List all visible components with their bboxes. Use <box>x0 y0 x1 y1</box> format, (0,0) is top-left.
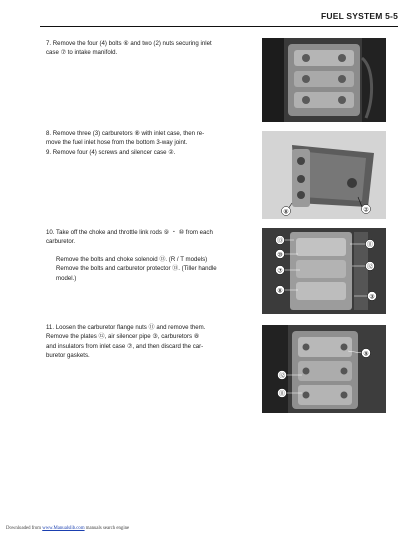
manualslib-link[interactable]: www.Manualslib.com <box>42 526 85 531</box>
step-line: buretor gaskets. <box>46 352 90 360</box>
step-subline: Remove the bolts and choke solenoid ⑬. (R / T models) <box>56 255 208 263</box>
callout-label: ⑬ <box>276 237 284 245</box>
download-footer <box>6 526 129 531</box>
callout-label: ⑦ <box>277 267 283 275</box>
photo-silencer-case <box>262 131 386 219</box>
step-7 <box>46 40 246 59</box>
callout-label: ⑧ <box>283 208 289 216</box>
section-title: FUEL SYSTEM 5-5 <box>321 11 398 21</box>
callout-label: ⑫ <box>278 372 286 380</box>
step-line: move the fuel inlet hose from the bottom 3-way joint. <box>46 139 188 147</box>
step-line: 11. Loosen the carburetor flange nuts ⑪ and remove them. <box>46 324 206 331</box>
callout-label: ③ <box>369 293 375 301</box>
callout-label: ② <box>363 206 369 214</box>
step-subline: Remove the bolts and carburetor protector ⑬. (Tiller handle <box>56 265 217 273</box>
header-rule <box>40 26 398 27</box>
callout-label: ⑧ <box>277 287 283 295</box>
step-line: and insulators from inlet case ⑦, and then discard the car- <box>46 342 204 350</box>
step-line: case ⑦ to intake manifold. <box>46 49 118 57</box>
footer-suffix: manuals search engine <box>84 526 130 531</box>
photo-inlet-case-bolts <box>262 38 386 122</box>
page-header <box>40 6 398 26</box>
callout-label: ⑪ <box>278 390 286 398</box>
step-subline: model.) <box>56 274 77 282</box>
callout-label: ⑪ <box>366 241 374 249</box>
callout-label: ⑩ <box>277 251 283 259</box>
step-line: 9. Remove four (4) screws and silencer case ②. <box>46 148 176 156</box>
photo-link-rods <box>262 228 386 314</box>
callout-label: ⑫ <box>366 263 374 271</box>
step-line: Remove the plates ⑫, air silencer pipe ③, carburetors ⑧ <box>46 333 200 341</box>
step-line: 10. Take off the choke and throttle link rods ⑨ ・ ⑩ from each <box>46 229 213 236</box>
step-line: 8. Remove three (3) carburetors ⑧ with inlet case, then re- <box>46 130 205 137</box>
step-line: carburetor. <box>46 238 76 246</box>
step-10 <box>46 229 246 284</box>
step-11 <box>46 324 246 362</box>
footer-prefix: Downloaded from <box>6 526 43 531</box>
callout-label: ⑨ <box>363 350 369 358</box>
step-8-9 <box>46 130 246 158</box>
step-line: 7. Remove the four (4) bolts ⑥ and two (2) nuts securing inlet <box>46 40 212 47</box>
photo-flange-nuts <box>262 325 386 413</box>
